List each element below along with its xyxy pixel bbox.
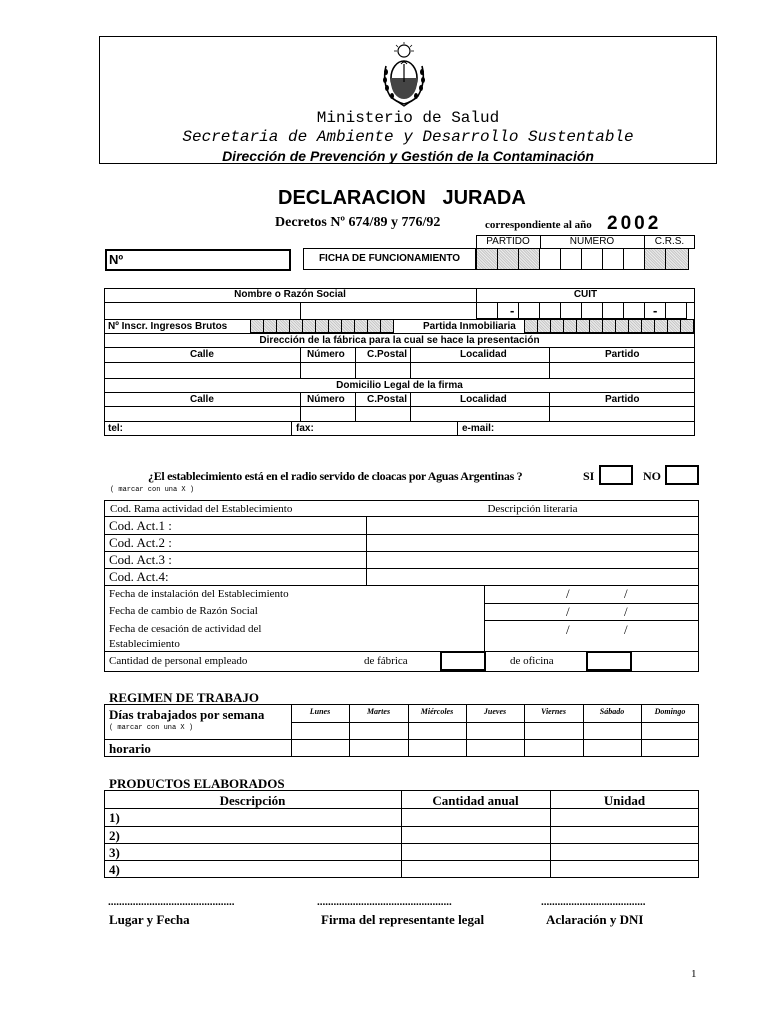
productos-unidad-header: Unidad <box>603 793 646 808</box>
no-checkbox[interactable] <box>665 465 699 485</box>
producto-row-2: 2) <box>109 828 120 843</box>
codes-crs-label: C.R.S. <box>654 236 685 247</box>
cloacas-hint: ( marcar con una X ) <box>110 486 195 494</box>
fecha-cambio-label: Fecha de cambio de Razón Social <box>109 605 258 617</box>
numero-label: Nº <box>109 252 124 267</box>
productos-descripcion-header: Descripción <box>219 793 286 808</box>
activities-col1-label: Cod. Rama actividad del Establecimiento <box>110 503 293 515</box>
date-slash: / <box>624 622 628 637</box>
si-checkbox[interactable] <box>599 465 633 485</box>
cpostal-label-1: C.Postal <box>367 349 408 360</box>
codes-numero-label: NUMERO <box>569 236 615 247</box>
producto-row-4: 4) <box>109 862 120 877</box>
document-title: DECLARACION JURADA <box>278 187 526 209</box>
ficha-label: FICHA DE FUNCIONAMIENTO <box>318 253 461 264</box>
day-miercoles: Miércoles <box>420 707 454 716</box>
activities-table <box>104 500 699 672</box>
iibb-label: Nº Inscr. Ingresos Brutos <box>108 321 228 332</box>
domicilio-label: Domicilio Legal de la firma <box>336 380 463 391</box>
cod-act-4: Cod. Act.4: <box>109 569 169 584</box>
cuit-label: CUIT <box>573 289 598 300</box>
fax-label: fax: <box>296 423 314 434</box>
year-value: 2002 <box>607 213 662 234</box>
calle-label-2: Calle <box>190 394 214 405</box>
day-lunes: Lunes <box>309 707 331 716</box>
de-fabrica-label: de fábrica <box>364 655 408 667</box>
secretaria-name: Secretaria de Ambiente y Desarrollo Sustentable <box>182 128 634 146</box>
partida-label: Partida Inmobiliaria <box>423 321 516 332</box>
codes-cells[interactable] <box>476 248 688 270</box>
fecha-instalacion-label: Fecha de instalación del Establecimiento <box>109 588 289 600</box>
fecha-cesacion-label-2: Establecimiento <box>109 638 180 650</box>
page-number: 1 <box>691 968 697 980</box>
calle-label-1: Calle <box>190 349 214 360</box>
no-label: NO <box>643 469 661 483</box>
numero-label-2: Número <box>307 394 345 405</box>
year-label: correspondiente al año <box>485 219 592 231</box>
personal-label: Cantidad de personal empleado <box>109 655 248 667</box>
email-label: e-mail: <box>462 423 495 434</box>
cod-act-3: Cod. Act.3 : <box>109 552 172 567</box>
direccion-name: Dirección de Prevención y Gestión de la Contaminación <box>222 148 594 164</box>
firma-label: Firma del representante legal <box>321 912 485 927</box>
partida-cells[interactable] <box>524 319 693 333</box>
date-slash: / <box>624 586 628 601</box>
day-jueves: Jueves <box>483 707 507 716</box>
signature-line-aclaracion: ...................................... <box>541 896 646 908</box>
direccion-fabrica-label: Dirección de la fábrica para la cual se hace la presentación <box>259 335 540 346</box>
day-sabado: Sábado <box>599 707 625 716</box>
numero-label-1: Número <box>307 349 345 360</box>
cod-act-1: Cod. Act.1 : <box>109 518 172 533</box>
day-martes: Martes <box>366 707 391 716</box>
personal-oficina-field[interactable] <box>586 651 632 671</box>
dias-label: Días trabajados por semana <box>109 707 265 722</box>
producto-row-1: 1) <box>109 810 120 825</box>
partido-label-2: Partido <box>605 394 640 405</box>
activities-col2-label: Descripción literaria <box>487 503 578 515</box>
regimen-title: REGIMEN DE TRABAJO <box>109 690 260 705</box>
personal-fabrica-field[interactable] <box>440 651 486 671</box>
partido-label-1: Partido <box>605 349 640 360</box>
date-slash: / <box>566 622 570 637</box>
cuit-dash-1: - <box>510 303 515 318</box>
coat-of-arms-icon <box>380 42 428 108</box>
productos-cantidad-header: Cantidad anual <box>432 793 519 808</box>
cuit-dash-2: - <box>653 303 658 318</box>
si-label: SI <box>583 469 595 483</box>
signature-line-lugar: .............................................. <box>108 896 235 908</box>
iibb-cells[interactable] <box>250 319 393 333</box>
day-viernes: Viernes <box>541 707 566 716</box>
signature-line-firma: ................................................. <box>317 896 452 908</box>
numero-field[interactable] <box>105 249 291 271</box>
de-oficina-label: de oficina <box>510 655 554 667</box>
localidad-label-1: Localidad <box>460 349 507 360</box>
cpostal-label-2: C.Postal <box>367 394 408 405</box>
aclaracion-label: Aclaración y DNI <box>546 912 644 927</box>
horario-label: horario <box>109 741 151 756</box>
localidad-label-2: Localidad <box>460 394 507 405</box>
productos-title: PRODUCTOS ELABORADOS <box>109 776 285 791</box>
cloacas-question: ¿El establecimiento está en el radio servido de cloacas por Aguas Argentinas ? <box>148 469 523 483</box>
date-slash: / <box>566 604 570 619</box>
cod-act-2: Cod. Act.2 : <box>109 535 172 550</box>
fecha-cesacion-label-1: Fecha de cesación de actividad del <box>109 623 262 635</box>
tel-label: tel: <box>108 423 123 434</box>
codes-partido-label: PARTIDO <box>486 236 530 247</box>
ministry-name: Ministerio de Salud <box>316 109 500 127</box>
day-domingo: Domingo <box>654 707 686 716</box>
nombre-label: Nombre o Razón Social <box>234 289 346 300</box>
date-slash: / <box>566 586 570 601</box>
date-slash: / <box>624 604 628 619</box>
dias-hint: ( marcar con una X ) <box>109 724 194 732</box>
decretos-label: Decretos Nº 674/89 y 776/92 <box>275 215 441 230</box>
lugar-fecha-label: Lugar y Fecha <box>109 912 190 927</box>
producto-row-3: 3) <box>109 845 120 860</box>
